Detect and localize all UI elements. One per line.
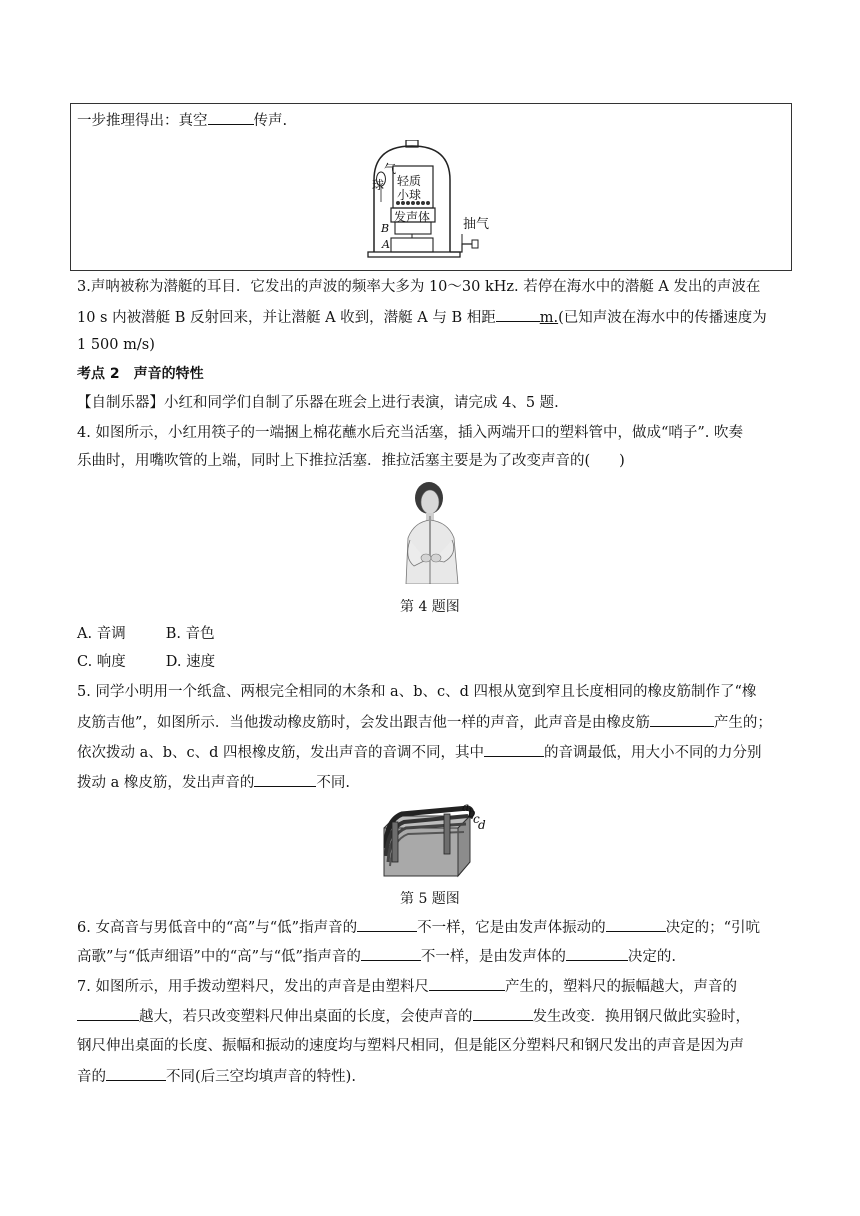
label-light: 轻质: [397, 174, 422, 188]
bell-jar-figure: [360, 140, 500, 264]
band-label-d: d: [478, 818, 486, 832]
q6-line-2: 高歌”与“低声细语”中的“高”与“低”指声音的 不一样，是由发声体的 决定的.: [77, 946, 676, 967]
q5-line-3: 依次拨动 a、b、c、d 四根橡皮筋，发出声音的音调不同，其中 的音调最低，用大小不同的力分别: [77, 742, 762, 763]
label-ball: 球: [372, 178, 385, 192]
q7-line-1: 7. 如图所示，用手拨动塑料尺，发出的声音是由塑料尺 产生的，塑料尺的振幅越大，声音的: [77, 976, 737, 997]
q7-line-4: 音的 不同(后三空均填声音的特性).: [77, 1066, 356, 1087]
q4-options-row-1: [77, 624, 215, 644]
label-A: A: [382, 238, 390, 251]
q6-blank-2[interactable]: [606, 917, 666, 932]
q5-blank-2[interactable]: [484, 742, 544, 757]
label-B: B: [381, 222, 390, 235]
q3-blank[interactable]: [496, 307, 540, 322]
option-c[interactable]: C. 响度: [77, 654, 126, 670]
q7-blank-4[interactable]: [106, 1066, 166, 1081]
q5-caption: 第 5 题图: [400, 891, 460, 907]
option-a[interactable]: A. 音调: [77, 626, 126, 642]
q3-line-1: 3.声呐被称为潜艇的耳目．它发出的声波的频率大多为 10～30 kHz. 若停在海水中的潜艇 A 发出的声波在: [77, 279, 761, 295]
label-small-ball: 小球: [397, 188, 422, 202]
option-d[interactable]: D. 速度: [165, 654, 216, 670]
q6-blank-1[interactable]: [357, 917, 417, 932]
q5-line-4: 拨动 a 橡皮筋，发出声音的 不同.: [77, 772, 350, 793]
answer-blank[interactable]: [208, 110, 254, 125]
band-label-c: c: [473, 812, 480, 826]
q7-line-3: 钢尺伸出桌面的长度、振幅和振动的速度均与塑料尺相同，但是能区分塑料尺和钢尺发出的声音是因为声: [77, 1038, 744, 1054]
q4-line-2: 乐曲时，用嘴吹管的上端，同时上下推拉活塞．推拉活塞主要是为了改变声音的( ): [77, 453, 625, 469]
q3-line-2: 10 s 内被潜艇 B 反射回来，并让潜艇 A 收到，潜艇 A 与 B 相距 m.(已知声波在海水中的传播速度为: [77, 307, 767, 328]
q6-line-1: 6. 女高音与男低音中的“高”与“低”指声音的 不一样，它是由发声体振动的 决定的；“引吭: [77, 917, 760, 938]
intro-text: 【自制乐器】小红和同学们自制了乐器在班会上进行表演，请完成 4、5 题.: [77, 395, 559, 411]
section-heading: 考点 2 声音的特性: [77, 366, 204, 382]
q4-options-row-2: [77, 652, 215, 672]
q7-blank-1[interactable]: [429, 976, 505, 991]
q5-line-1: 5. 同学小明用一个纸盒、两根完全相同的木条和 a、b、c、d 四根从宽到窄且长度相同的橡皮筋制作了“橡: [77, 684, 757, 700]
band-label-a: a: [462, 800, 470, 814]
q4-line-1: 4. 如图所示，小红用筷子的一端捆上棉花蘸水后充当活塞，插入两端开口的塑料管中，做成“哨子”. 吹奏: [77, 425, 743, 441]
label-pump: 抽气: [463, 217, 490, 232]
q7-blank-3[interactable]: [473, 1006, 533, 1021]
q5-blank-3[interactable]: [254, 772, 316, 787]
q7-line-2: 越大，若只改变塑料尺伸出桌面的长度，会使声音的 发生改变．换用钢尺做此实验时，: [77, 1006, 750, 1027]
label-sound-body: 发声体: [394, 210, 431, 224]
option-b[interactable]: B. 音色: [165, 626, 215, 642]
q6-blank-4[interactable]: [566, 946, 628, 961]
girl-whistle-photo: [396, 480, 466, 584]
q4-caption: 第 4 题图: [400, 599, 460, 615]
box-text: 一步推理得出：真空 传声.: [77, 110, 287, 131]
q5-blank-1[interactable]: [650, 712, 714, 727]
q7-blank-2[interactable]: [77, 1006, 139, 1021]
q3-line-3: 1 500 m/s): [77, 337, 155, 353]
q6-blank-3[interactable]: [361, 946, 421, 961]
q5-line-2: 皮筋吉他”，如图所示．当他拨动橡皮筋时，会发出跟吉他一样的声音，此声音是由橡皮筋 产生的；: [77, 712, 772, 733]
band-label-b: b: [468, 806, 476, 820]
label-air: 气: [384, 162, 397, 176]
